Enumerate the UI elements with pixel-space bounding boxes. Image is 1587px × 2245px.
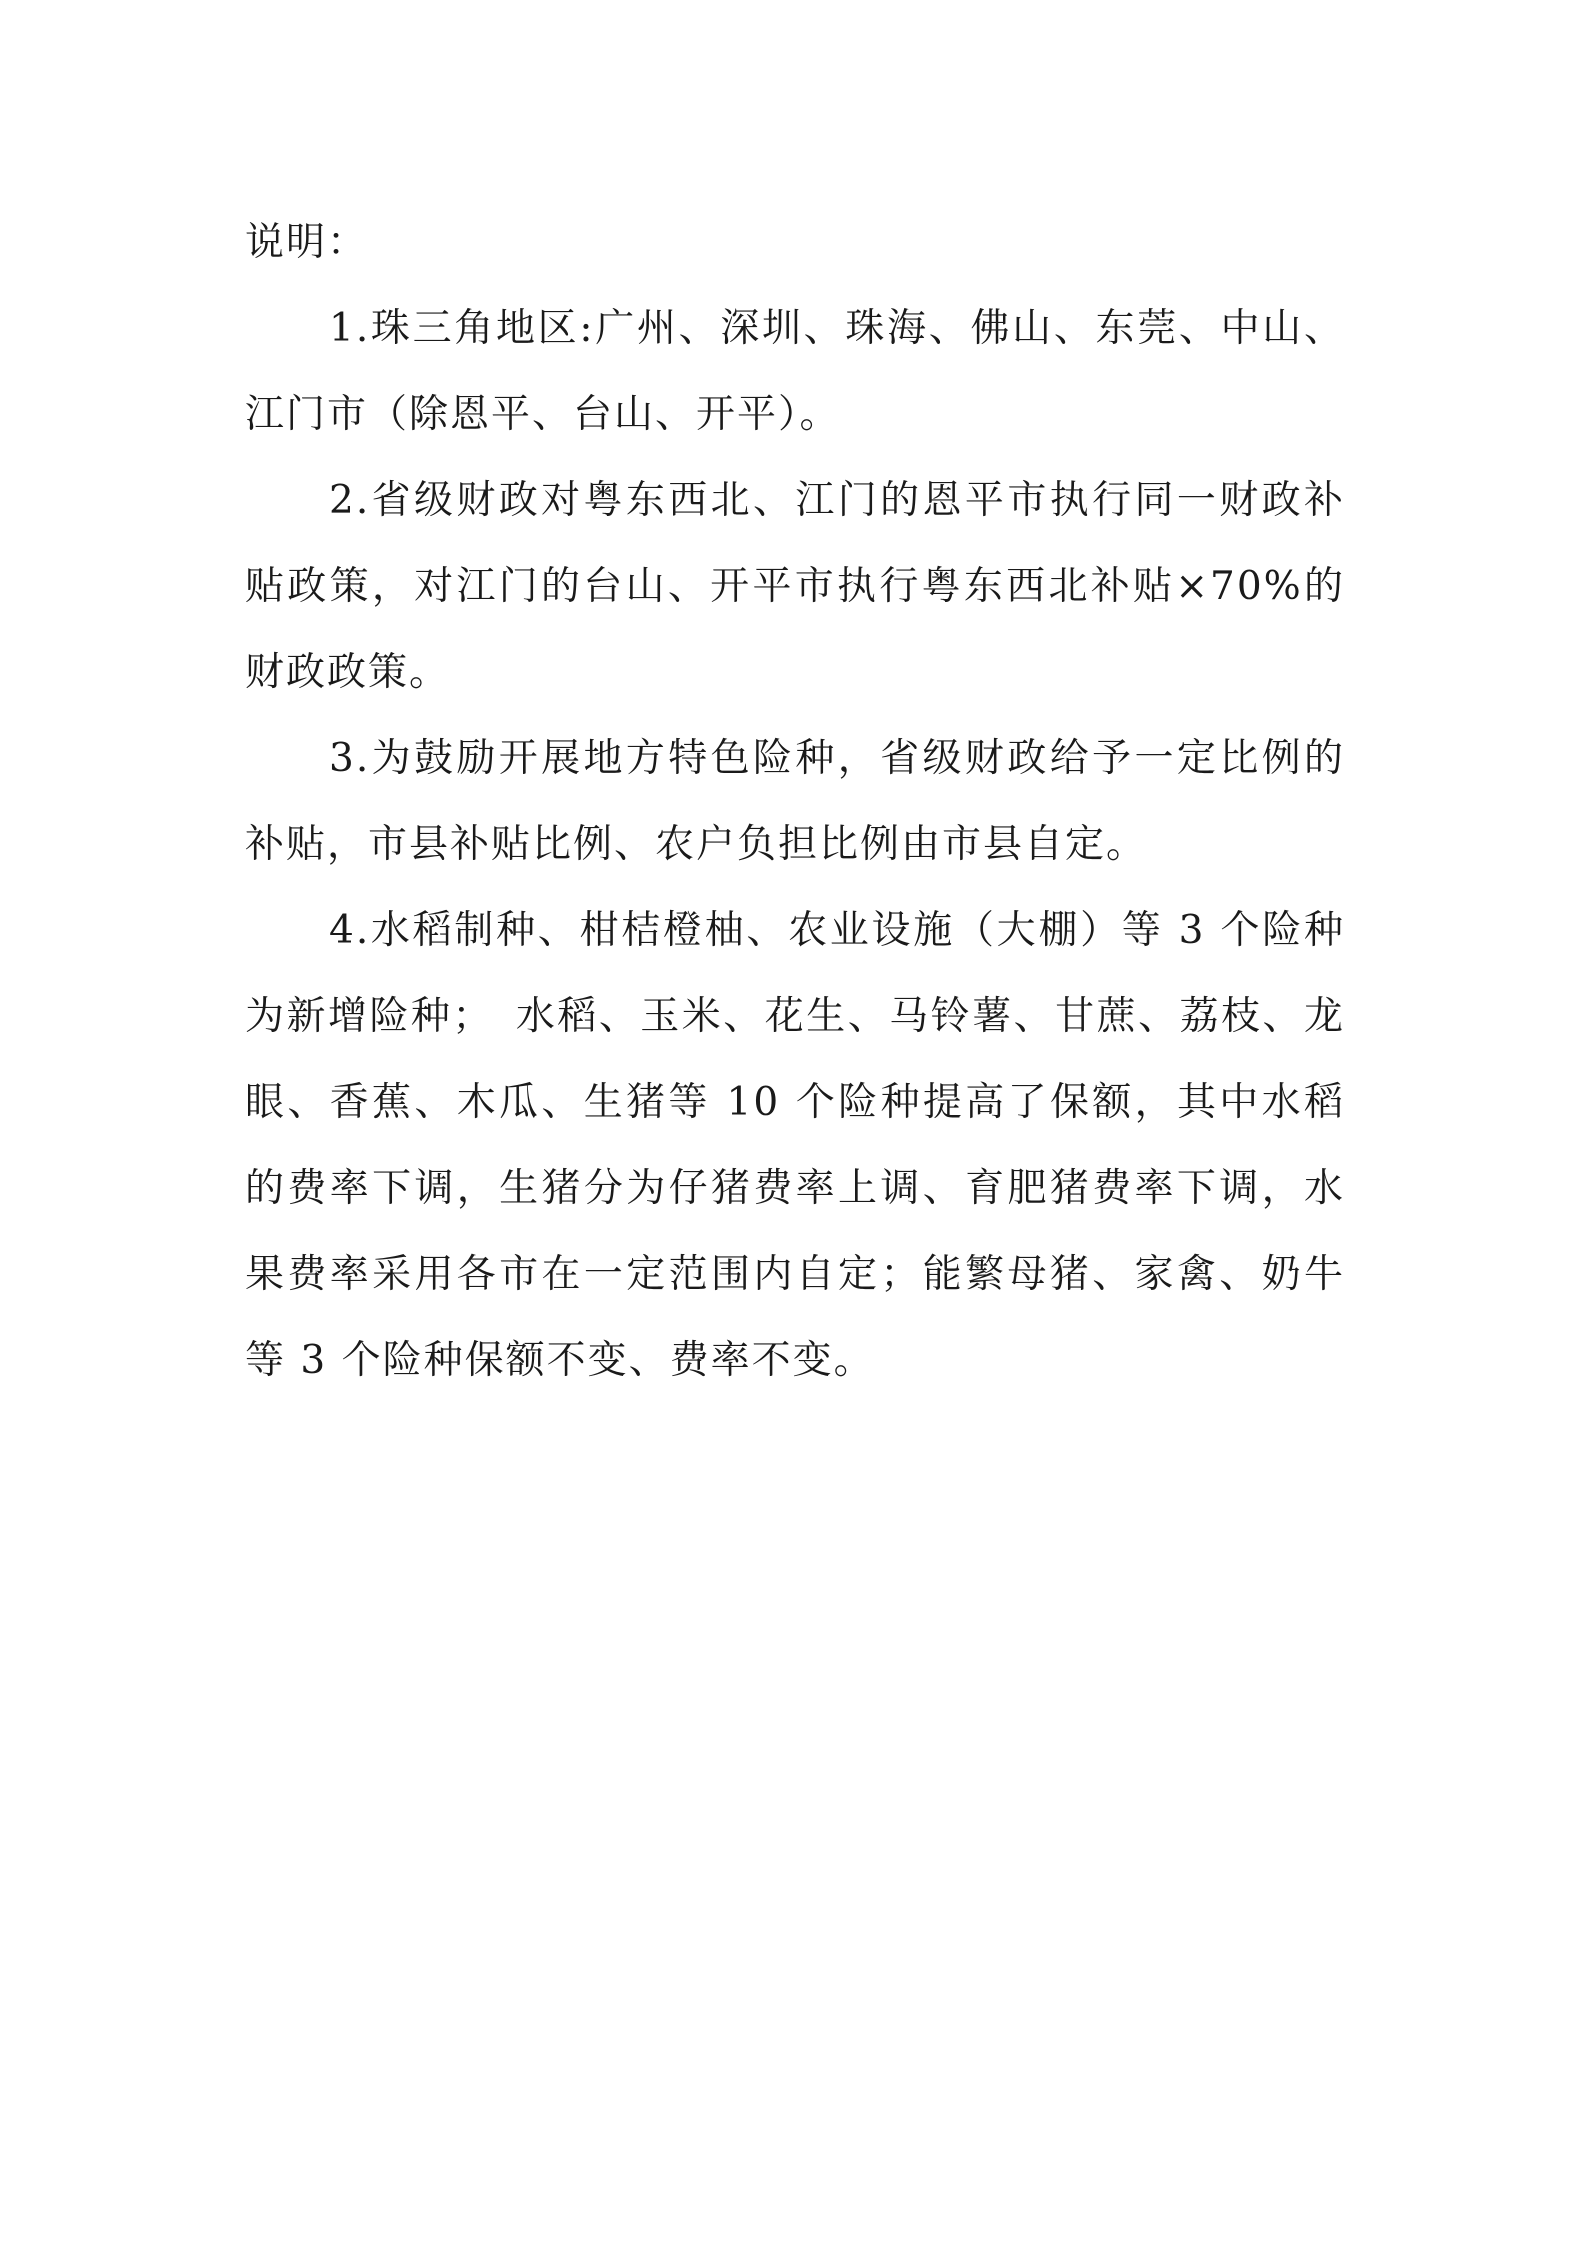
note-paragraph-4: 4.水稻制种、柑桔橙柚、农业设施（大棚）等 3 个险种为新增险种； 水稻、玉米、花生、马铃薯、甘蔗、荔枝、龙眼、香蕉、木瓜、生猪等 10 个险种提高了保额，其中水稻的费率下调，生猪分为仔猪费率上调、育肥猪费率下调，水果费率采用各市在一定范围内自定；能繁母猪、家禽、奶牛等 3 个险种保额不变、费率不变。 bbox=[245, 908, 1345, 1383]
note-paragraph-1: 1.珠三角地区:广州、深圳、珠海、佛山、东莞、中山、江门市（除恩平、台山、开平）。 bbox=[245, 306, 1345, 437]
document-body bbox=[245, 200, 1345, 1404]
note-paragraph-3: 3.为鼓励开展地方特色险种，省级财政给予一定比例的补贴，市县补贴比例、农户负担比例由市县自定。 bbox=[245, 736, 1345, 867]
note-paragraph-2: 2.省级财政对粤东西北、江门的恩平市执行同一财政补贴政策，对江门的台山、开平市执行粤东西北补贴×70%的财政政策。 bbox=[245, 478, 1345, 695]
notes-heading: 说明： bbox=[245, 220, 369, 265]
